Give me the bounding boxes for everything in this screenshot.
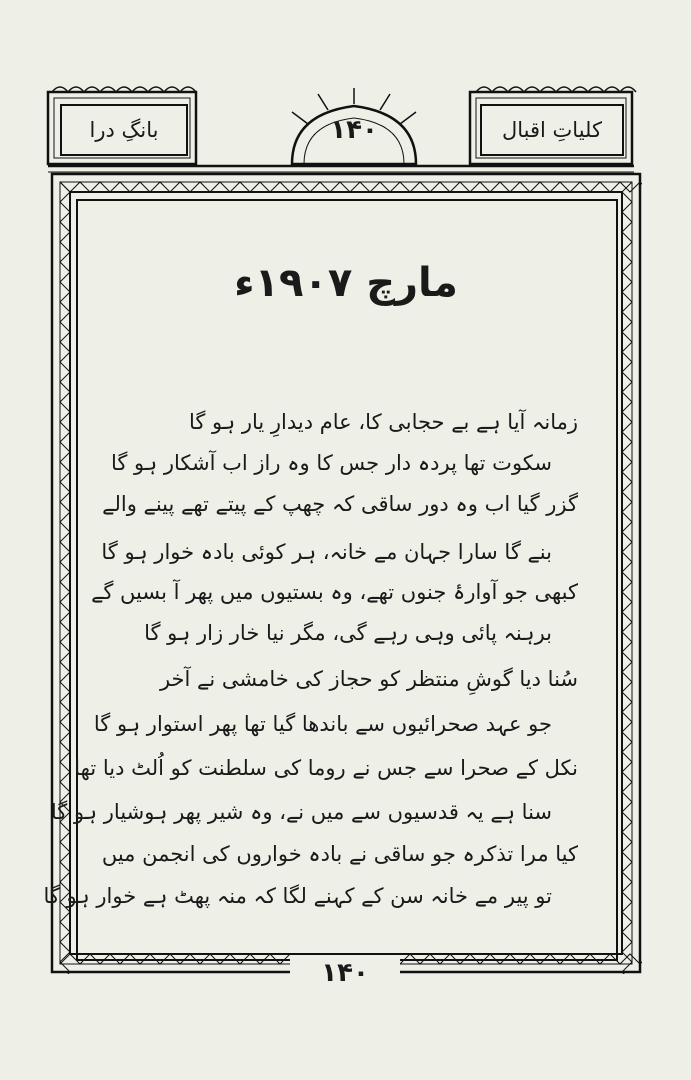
section-title: بانگِ درا	[89, 118, 159, 142]
footer-page-number: ۱۴۰	[290, 955, 400, 991]
header-page-number: ۱۴۰	[330, 115, 378, 145]
verse-line: برہنہ پائی وہی رہے گی، مگر نیا خار زار ہو گا	[144, 621, 552, 645]
verse-line: گزر گیا اب وہ دور ساقی کہ چھپ کے پیتے تھے پینے والے	[102, 492, 578, 516]
header-ornament	[42, 84, 640, 174]
verse-line: سکوت تھا پردہ دار جس کا وہ راز اب آشکار ہو گا	[110, 451, 552, 475]
poem-title: مارچ ۱۹۰۷ء	[234, 260, 458, 306]
book-title-box	[480, 104, 624, 156]
verse-line: کبھی جو آوارۂ جنوں تھے، وہ بستیوں میں پھر آ بسیں گے	[91, 580, 578, 604]
poem-frame	[43, 172, 642, 974]
book-title: کلیاتِ اقبال	[502, 118, 602, 142]
verse-line: کیا مرا تذکرہ جو ساقی نے بادہ خواروں کی انجمن میں	[101, 842, 578, 866]
verse-line: تو پیر مے خانہ سن کے کہنے لگا کہ منہ پھٹ ہے خوار ہو گا	[43, 884, 552, 908]
verse-line: زمانہ آیا ہے بے حجابی کا، عام دیدارِ یار ہو گا	[188, 410, 578, 434]
verse-line: سنا ہے یہ قدسیوں سے میں نے، وہ شیر پھر ہوشیار ہو گا	[50, 800, 552, 824]
verse-line: بنے گا سارا جہان مے خانہ، ہر کوئی بادہ خوار ہو گا	[101, 540, 552, 564]
verse-line: نکل کے صحرا سے جس نے روما کی سلطنت کو اُلٹ دیا تھا	[74, 756, 578, 780]
verse-line: سُنا دیا گوشِ منتظر کو حجاز کی خامشی نے آخر	[159, 667, 578, 691]
section-title-box	[60, 104, 188, 156]
verse-line: جو عہد صحرائیوں سے باندھا گیا تھا پھر استوار ہو گا	[93, 712, 552, 736]
